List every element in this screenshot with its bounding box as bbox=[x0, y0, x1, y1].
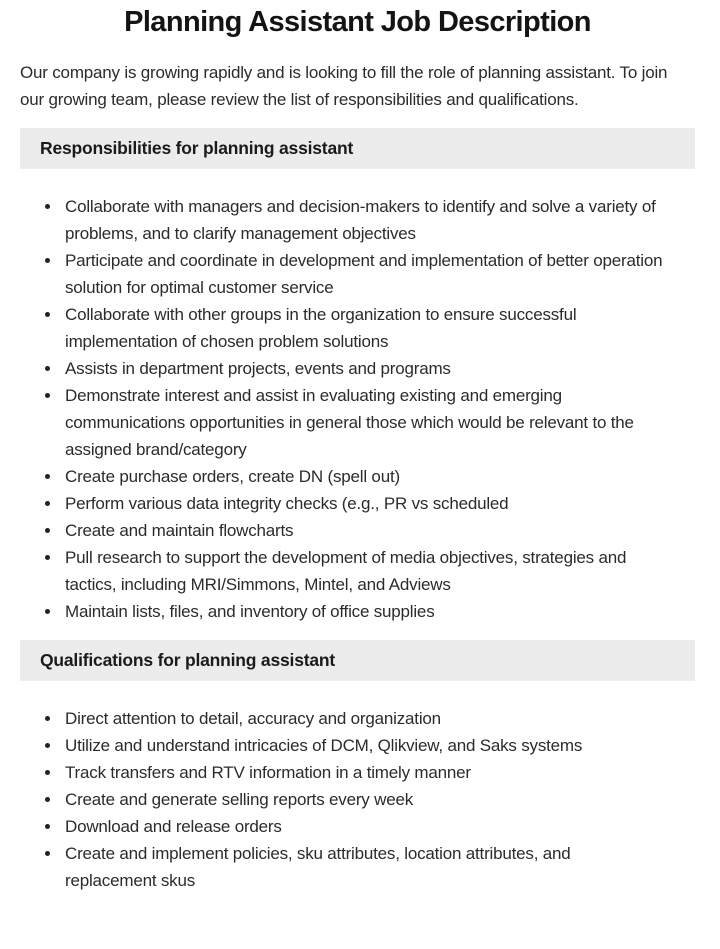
list-item: • Utilize and understand intricacies of DCM, Qlikview, and Saks systems bbox=[62, 732, 665, 759]
list-item: • Collaborate with other groups in the organization to ensure successful implementation of chosen problem solutions bbox=[62, 301, 665, 355]
list-item: • Create purchase orders, create DN (spell out) bbox=[62, 463, 665, 490]
list-item: • Perform various data integrity checks (e.g., PR vs scheduled bbox=[62, 490, 665, 517]
list-item: • Download and release orders bbox=[62, 813, 665, 840]
list-item: • Track transfers and RTV information in a timely manner bbox=[62, 759, 665, 786]
intro-paragraph: Our company is growing rapidly and is looking to fill the role of planning assistant. To join our growing team, please review the list of responsibilities and qualifications. bbox=[20, 63, 668, 109]
list-item: • Participate and coordinate in development and implementation of better operation solution for optimal customer service bbox=[62, 247, 665, 301]
list-item: • Collaborate with managers and decision-makers to identify and solve a variety of problems, and to clarify management objectives bbox=[62, 193, 665, 247]
list-item: • Direct attention to detail, accuracy and organization bbox=[62, 705, 665, 732]
qualifications-heading: Qualifications for planning assistant bbox=[20, 640, 695, 681]
list-item: • Maintain lists, files, and inventory of office supplies bbox=[62, 598, 665, 625]
responsibilities-list bbox=[20, 193, 695, 625]
section-qualifications bbox=[20, 640, 695, 894]
list-item: • Create and maintain flowcharts bbox=[62, 517, 665, 544]
qualifications-list bbox=[20, 705, 695, 894]
responsibilities-heading: Responsibilities for planning assistant bbox=[20, 128, 695, 169]
list-item: • Create and implement policies, sku attributes, location attributes, and replacement skus bbox=[62, 840, 665, 894]
list-item: • Pull research to support the development of media objectives, strategies and tactics, including MRI/Simmons, Mintel, and Adviews bbox=[62, 544, 665, 598]
page-title: Planning Assistant Job Description bbox=[124, 6, 591, 38]
list-item: • Create and generate selling reports every week bbox=[62, 786, 665, 813]
list-item: • Demonstrate interest and assist in evaluating existing and emerging communications opportunities in general those which would be relevant to the assigned brand/category bbox=[62, 382, 665, 463]
section-responsibilities bbox=[20, 128, 695, 625]
list-item: • Assists in department projects, events and programs bbox=[62, 355, 665, 382]
